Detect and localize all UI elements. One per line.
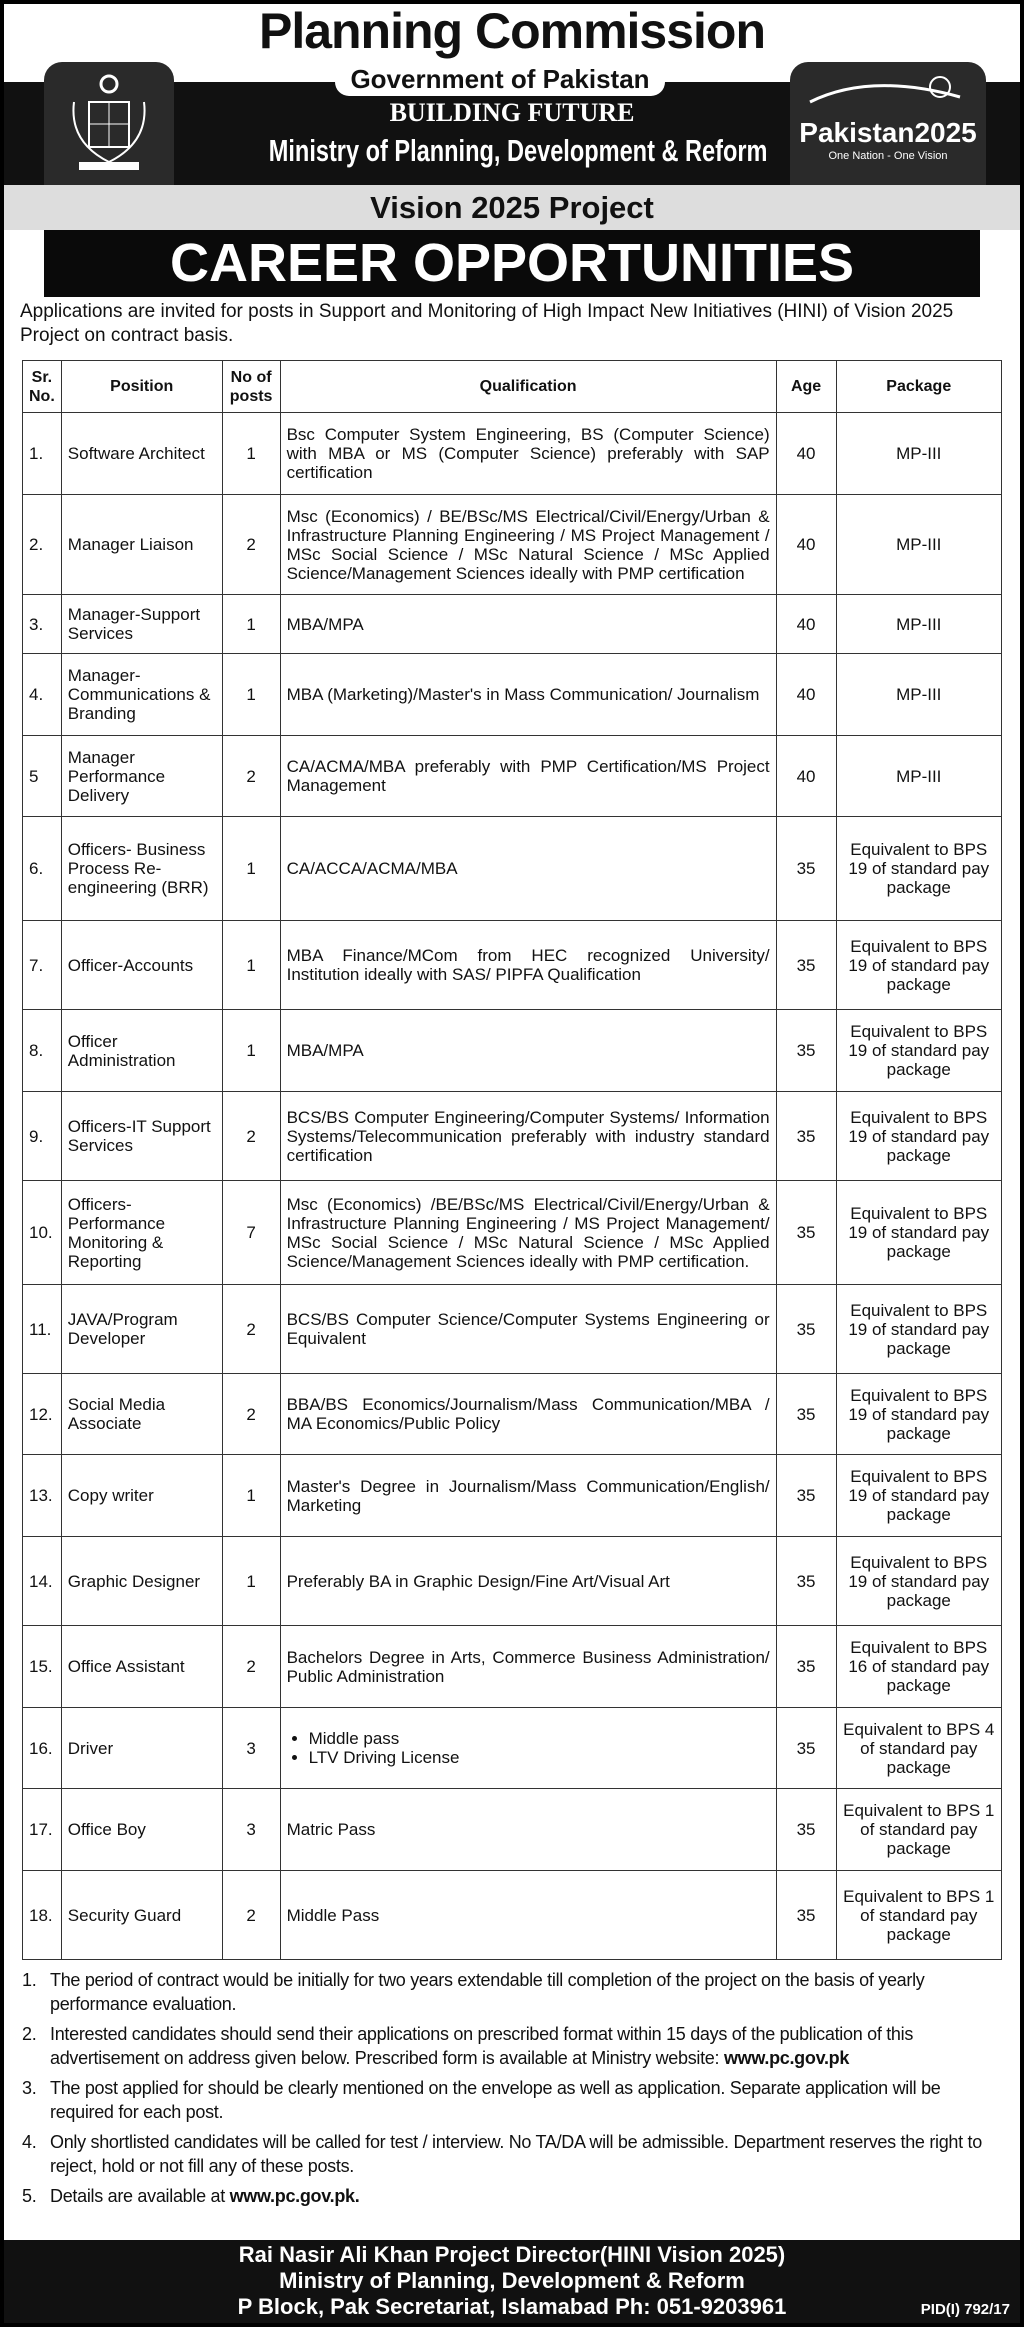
note-body: The period of contract would be initially for two years extendable till completion of the project on the basis of yearly performance evaluation. <box>50 1970 925 2014</box>
note-number: 5. <box>22 2186 37 2206</box>
note-body: Interested candidates should send their applications on prescribed format within 15 days of the publication of this advertisement on address given below. Prescribed form is available at Ministry website: <box>50 2024 914 2068</box>
table-row <box>23 595 1002 654</box>
cell-posts: 1 <box>222 921 280 1010</box>
cell-posts: 7 <box>222 1181 280 1285</box>
note-text <box>50 1968 1002 2016</box>
cell-age: 35 <box>776 1010 836 1092</box>
cell-age: 40 <box>776 495 836 595</box>
cell-position: Officers- Business Process Re-engineering (BRR) <box>61 817 222 921</box>
project-title: Vision 2025 Project <box>4 185 1020 230</box>
cell-posts: 2 <box>222 1871 280 1960</box>
cell-position: JAVA/Program Developer <box>61 1285 222 1374</box>
cell-posts: 1 <box>222 413 280 495</box>
cell-position: Security Guard <box>61 1871 222 1960</box>
cell-posts: 1 <box>222 654 280 736</box>
cell-posts: 2 <box>222 1374 280 1455</box>
cell-age: 35 <box>776 1626 836 1708</box>
cell-qual <box>280 1708 776 1789</box>
cell-posts: 1 <box>222 817 280 921</box>
cell-qual: MBA/MPA <box>280 595 776 654</box>
ministry-name: Ministry of Planning, Development & Reform <box>268 133 768 168</box>
cell-sr: 12. <box>23 1374 62 1455</box>
cell-qual: BCS/BS Computer Engineering/Computer Systems/ Information Systems/Telecommunication preferably with industry standard certification <box>280 1092 776 1181</box>
cell-sr: 10. <box>23 1181 62 1285</box>
cell-age: 40 <box>776 595 836 654</box>
cell-sr: 7. <box>23 921 62 1010</box>
cell-sr: 1. <box>23 413 62 495</box>
cell-age: 35 <box>776 1285 836 1374</box>
slogan: BUILDING FUTURE <box>389 98 635 127</box>
cell-position: Social Media Associate <box>61 1374 222 1455</box>
note-body: Only shortlisted candidates will be called for test / interview. No TA/DA will be admissible. Department reserves the right to reject, hold or not fill any of these posts. <box>50 2132 982 2176</box>
note-body: Details are available at <box>50 2186 230 2206</box>
footer-address: P Block, Pak Secretariat, Islamabad Ph: 051-9203961 <box>237 2294 787 2319</box>
table-row <box>23 495 1002 595</box>
cell-qual: CA/ACMA/MBA preferably with PMP Certification/MS Project Management <box>280 736 776 817</box>
cell-sr: 4. <box>23 654 62 736</box>
table-row <box>23 921 1002 1010</box>
ministry-wrapper <box>190 132 780 172</box>
cell-age: 35 <box>776 1789 836 1871</box>
column-header: Age <box>776 361 836 413</box>
table-row <box>23 1374 1002 1455</box>
cell-posts: 2 <box>222 1285 280 1374</box>
main-content <box>22 360 1002 2214</box>
cell-sr: 9. <box>23 1092 62 1181</box>
website-link[interactable]: www.pc.gov.pk <box>723 2048 850 2068</box>
cell-qual: MBA/MPA <box>280 1010 776 1092</box>
cell-position: Officers-IT Support Services <box>61 1092 222 1181</box>
qualification-item: • Middle pass <box>309 1729 770 1748</box>
page-title: Planning Commission <box>258 3 766 59</box>
cell-pkg: MP-III <box>836 413 1002 495</box>
website-link[interactable]: www.pc.gov.pk. <box>229 2186 360 2206</box>
cell-qual: Msc (Economics) /BE/BSc/MS Electrical/Civil/Energy/Urban & Infrastructure Planning Engineering / MS Project Management/ MSc Social Science / MSc Natural Science / MSc Applied Science/Management Sciences ideally with PMP certification. <box>280 1181 776 1285</box>
cell-position: Officer-Accounts <box>61 921 222 1010</box>
cell-pkg: Equivalent to BPS 19 of standard pay package <box>836 1537 1002 1626</box>
table-row <box>23 1708 1002 1789</box>
cell-qual: Middle Pass <box>280 1871 776 1960</box>
cell-pkg: Equivalent to BPS 19 of standard pay package <box>836 817 1002 921</box>
pid-number: PID(I) 792/17 <box>920 2301 1010 2318</box>
table-row <box>23 1010 1002 1092</box>
cell-qual: BCS/BS Computer Science/Computer Systems Engineering or Equivalent <box>280 1285 776 1374</box>
table-row <box>23 1871 1002 1960</box>
cell-qual: Msc (Economics) / BE/BSc/MS Electrical/Civil/Energy/Urban & Infrastructure Planning Engineering / MS Project Management / MSc Social Science / MSc Natural Science / MSc Applied Science/Management Sciences ideally with PMP certification <box>280 495 776 595</box>
cell-position: Manager-Support Services <box>61 595 222 654</box>
cell-age: 40 <box>776 736 836 817</box>
cell-sr: 16. <box>23 1708 62 1789</box>
cell-sr: 15. <box>23 1626 62 1708</box>
cell-pkg: MP-III <box>836 595 1002 654</box>
qualification-item: • LTV Driving License <box>309 1748 770 1767</box>
cell-position: Graphic Designer <box>61 1537 222 1626</box>
cell-age: 35 <box>776 921 836 1010</box>
cell-sr: 13. <box>23 1455 62 1537</box>
jobs-table <box>22 360 1002 1960</box>
footer <box>4 2240 1020 2323</box>
logo-text: Pakistan2025 <box>799 117 977 148</box>
note-item <box>22 2022 1002 2070</box>
cell-sr: 8. <box>23 1010 62 1092</box>
cell-position: Officers- Performance Monitoring & Reporting <box>61 1181 222 1285</box>
table-row <box>23 1626 1002 1708</box>
cell-position: Manager-Communications & Branding <box>61 654 222 736</box>
cell-pkg: Equivalent to BPS 19 of standard pay package <box>836 1181 1002 1285</box>
table-row <box>23 736 1002 817</box>
cell-age: 40 <box>776 413 836 495</box>
cell-age: 35 <box>776 1374 836 1455</box>
state-emblem-icon <box>44 62 174 186</box>
column-header: Package <box>836 361 1002 413</box>
cell-posts: 2 <box>222 1626 280 1708</box>
note-body: The post applied for should be clearly mentioned on the envelope as well as application. Separate application will be required for each post. <box>50 2078 941 2122</box>
cell-position: Manager Performance Delivery <box>61 736 222 817</box>
cell-qual: Master's Degree in Journalism/Mass Communication/English/ Marketing <box>280 1455 776 1537</box>
cell-posts: 2 <box>222 1092 280 1181</box>
cell-posts: 1 <box>222 1455 280 1537</box>
table-row <box>23 1285 1002 1374</box>
cell-sr: 14. <box>23 1537 62 1626</box>
cell-age: 35 <box>776 1708 836 1789</box>
table-row <box>23 1092 1002 1181</box>
subtitle: Government of Pakistan <box>335 62 665 96</box>
cell-position: Driver <box>61 1708 222 1789</box>
cell-qual: CA/ACCA/ACMA/MBA <box>280 817 776 921</box>
cell-sr: 18. <box>23 1871 62 1960</box>
cell-posts: 1 <box>222 1537 280 1626</box>
cell-pkg: Equivalent to BPS 19 of standard pay package <box>836 1285 1002 1374</box>
cell-qual: Preferably BA in Graphic Design/Fine Art/Visual Art <box>280 1537 776 1626</box>
cell-pkg: Equivalent to BPS 19 of standard pay package <box>836 1374 1002 1455</box>
table-row <box>23 654 1002 736</box>
cell-qual: MBA Finance/MCom from HEC recognized University/ Institution ideally with SAS/ PIPFA Qualification <box>280 921 776 1010</box>
cell-age: 35 <box>776 1181 836 1285</box>
cell-position: Office Boy <box>61 1789 222 1871</box>
note-item <box>22 2130 1002 2178</box>
cell-pkg: Equivalent to BPS 4 of standard pay package <box>836 1708 1002 1789</box>
cell-age: 35 <box>776 1455 836 1537</box>
cell-pkg: Equivalent to BPS 1 of standard pay package <box>836 1789 1002 1871</box>
cell-pkg: Equivalent to BPS 1 of standard pay package <box>836 1871 1002 1960</box>
table-row <box>23 413 1002 495</box>
cell-qual: Bachelors Degree in Arts, Commerce Business Administration/ Public Administration <box>280 1626 776 1708</box>
cell-position: Office Assistant <box>61 1626 222 1708</box>
career-banner: CAREER OPPORTUNITIES <box>44 230 980 297</box>
cell-qual: BBA/BS Economics/Journalism/Mass Communication/MBA / MA Economics/Public Policy <box>280 1374 776 1455</box>
cell-sr: 3. <box>23 595 62 654</box>
cell-pkg: MP-III <box>836 736 1002 817</box>
note-number: 4. <box>22 2132 37 2152</box>
column-header: Qualification <box>280 361 776 413</box>
cell-position: Officer Administration <box>61 1010 222 1092</box>
footer-contact-name: Rai Nasir Ali Khan Project Director(HINI Vision 2025) <box>238 2242 786 2267</box>
note-number: 2. <box>22 2024 37 2044</box>
cell-pkg: Equivalent to BPS 16 of standard pay package <box>836 1626 1002 1708</box>
cell-sr: 6. <box>23 817 62 921</box>
cell-posts: 2 <box>222 736 280 817</box>
cell-qual: MBA (Marketing)/Master's in Mass Communication/ Journalism <box>280 654 776 736</box>
cell-pkg: Equivalent to BPS 19 of standard pay package <box>836 1010 1002 1092</box>
column-header: Sr. No. <box>23 361 62 413</box>
note-number: 1. <box>22 1970 37 1990</box>
note-item <box>22 2184 1002 2208</box>
note-item <box>22 1968 1002 2016</box>
cell-age: 35 <box>776 1871 836 1960</box>
table-row <box>23 817 1002 921</box>
cell-qual: Bsc Computer System Engineering, BS (Computer Science) with MBA or MS (Computer Science) preferably with SAP certification <box>280 413 776 495</box>
note-text <box>50 2184 359 2208</box>
footer-ministry: Ministry of Planning, Development & Reform <box>279 2268 745 2293</box>
note-text <box>50 2076 1002 2124</box>
table-row <box>23 1181 1002 1285</box>
note-text <box>50 2130 1002 2178</box>
cell-posts: 3 <box>222 1789 280 1871</box>
cell-posts: 2 <box>222 495 280 595</box>
logo-tagline: One Nation - One Vision <box>828 150 948 162</box>
column-header: Position <box>61 361 222 413</box>
table-row <box>23 1537 1002 1626</box>
cell-pkg: Equivalent to BPS 19 of standard pay package <box>836 921 1002 1010</box>
cell-posts: 1 <box>222 1010 280 1092</box>
cell-pkg: MP-III <box>836 495 1002 595</box>
cell-position: Copy writer <box>61 1455 222 1537</box>
cell-sr: 11. <box>23 1285 62 1374</box>
cell-age: 35 <box>776 1092 836 1181</box>
cell-position: Manager Liaison <box>61 495 222 595</box>
cell-age: 35 <box>776 817 836 921</box>
cell-qual: Matric Pass <box>280 1789 776 1871</box>
note-number: 3. <box>22 2078 37 2098</box>
notes-list <box>22 1968 1002 2208</box>
cell-posts: 3 <box>222 1708 280 1789</box>
note-text <box>50 2022 1002 2070</box>
cell-sr: 2. <box>23 495 62 595</box>
cell-age: 35 <box>776 1537 836 1626</box>
cell-pkg: Equivalent to BPS 19 of standard pay package <box>836 1455 1002 1537</box>
cell-sr: 5 <box>23 736 62 817</box>
column-header: No of posts <box>222 361 280 413</box>
intro-text: Applications are invited for posts in Support and Monitoring of High Impact New Initiatives (HINI) of Vision 2025 Project on contract basis. <box>20 301 954 346</box>
table-row <box>23 1455 1002 1537</box>
cell-pkg: MP-III <box>836 654 1002 736</box>
cell-pkg: Equivalent to BPS 19 of standard pay package <box>836 1092 1002 1181</box>
note-item <box>22 2076 1002 2124</box>
cell-sr: 17. <box>23 1789 62 1871</box>
cell-position: Software Architect <box>61 413 222 495</box>
cell-age: 40 <box>776 654 836 736</box>
table-row <box>23 1789 1002 1871</box>
cell-posts: 1 <box>222 595 280 654</box>
